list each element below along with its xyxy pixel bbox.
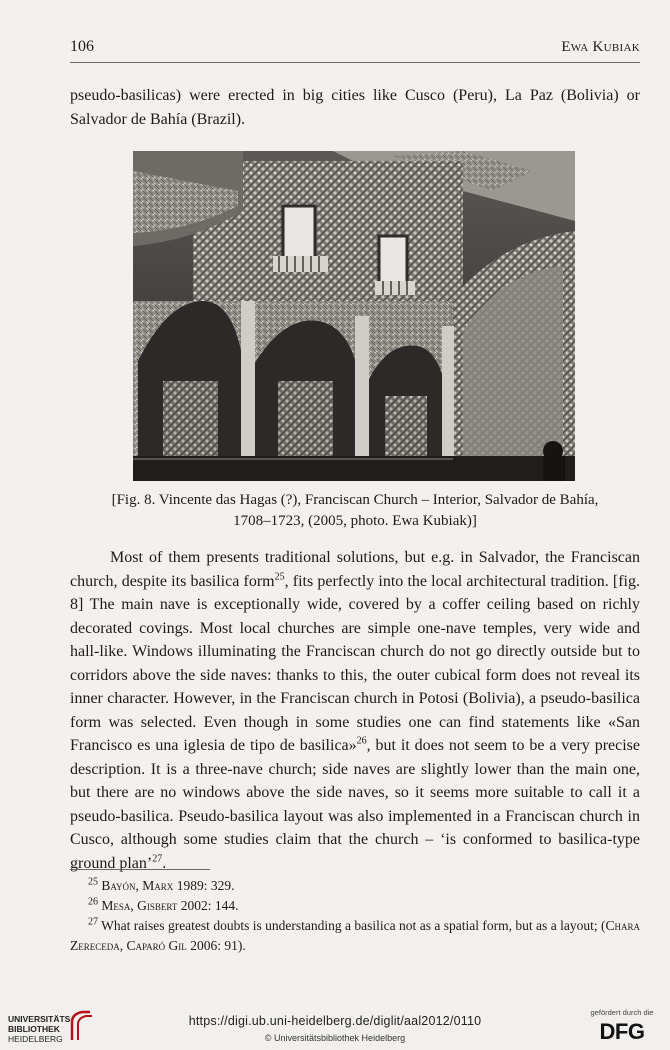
footnote-27	[70, 916, 640, 956]
library-name-line-3: HEIDELBERG	[8, 1034, 63, 1044]
footnote-author: Bayón, Marx	[101, 878, 174, 893]
footnote-citation: 2002: 144.	[177, 898, 239, 913]
footnote-25	[70, 876, 640, 896]
footnote-text: What raises greatest doubts is understanding a basilica not as a spatial form, but as a layout; (	[101, 918, 606, 933]
footnote-author: Chara Zereceda, Caparó Gil	[70, 918, 640, 953]
footnote-author: Mesa, Gisbert	[101, 898, 178, 913]
body-text-part-1: Most of them presents traditional solutions, but e.g. in Salvador, the Franciscan church, despite its basilica form	[70, 549, 640, 590]
footnote-number: 26	[88, 896, 98, 908]
footnote-26	[70, 896, 640, 916]
figure-caption	[70, 490, 640, 532]
body-text-part-4: .	[162, 854, 167, 872]
footnote-number: 25	[88, 876, 98, 888]
library-name-line-1: UNIVERSITÄTS-	[8, 1014, 74, 1024]
digital-library-footer	[0, 1000, 670, 1050]
church-interior-photo	[133, 151, 575, 481]
body-paragraph	[70, 546, 640, 875]
figure-photo-church-interior	[133, 151, 575, 481]
intro-paragraph: pseudo-basilicas) were erected in big cities like Cusco (Peru), La Paz (Bolivia) or Salvador de Bahía (Brazil).	[70, 87, 640, 128]
funding-logo	[586, 1008, 658, 1045]
body-text-part-2: , fits perfectly into the local architectural tradition. [fig. 8] The main nave is exceptionally wide, covered by a coffer ceiling based on richly decorated covings. Most local churches are simple one-nave temples, very wide and hall-like. Windows illuminating the Franciscan church do not go directly outside but to corridors above the side naves: thanks to this, the outer cubical form does not reveal its inner character. However, in the Franciscan church in Potosi (Bolivia), a pseudo-basilica form was selected. Even though in some studies one can find statements like «San Francisco es una iglesia de tipo de basilica»	[70, 572, 640, 754]
footnote-ref-27: 27	[152, 853, 163, 865]
page-number: 106	[70, 38, 94, 55]
library-name-line-2: BIBLIOTHEK	[8, 1024, 60, 1034]
caption-line-1: [Fig. 8. Vincente das Hagas (?), Franciscan Church – Interior, Salvador de Bahía,	[111, 492, 599, 508]
footnotes	[70, 876, 640, 956]
footnote-citation: 1989: 329.	[173, 878, 235, 893]
copyright-notice: © Universitätsbibliothek Heidelberg	[264, 1033, 406, 1043]
funding-label: gefördert durch die	[590, 1008, 654, 1017]
running-head-author: Ewa Kubiak	[561, 39, 640, 55]
footnote-number: 27	[88, 916, 98, 928]
footnote-ref-26: 26	[356, 735, 367, 747]
caption-line-2: 1708–1723, (2005, photo. Ewa Kubiak)]	[233, 513, 477, 529]
running-head	[70, 36, 640, 63]
document-url-link[interactable]: https://digi.ub.uni-heidelberg.de/diglit/aal2012/0110	[188, 1014, 482, 1028]
dfg-logo-text: DFG	[599, 1019, 645, 1044]
body-text-part-3: , but it does not seem to be a very precise description. It is a three-nave church; side naves are slightly lower than the main one, but there are no windows above the side naves, so it seems more suitable to call it a pseudo-basilica. Pseudo-basilica layout was also implemented in a Franciscan church in Cusco, although some studies claim that the church – ‘is conformed to basilica-type ground plan’	[70, 737, 641, 872]
footnote-divider	[70, 869, 210, 870]
footnote-citation: 2006: 91).	[186, 938, 246, 953]
footnote-ref-25: 25	[274, 571, 285, 583]
